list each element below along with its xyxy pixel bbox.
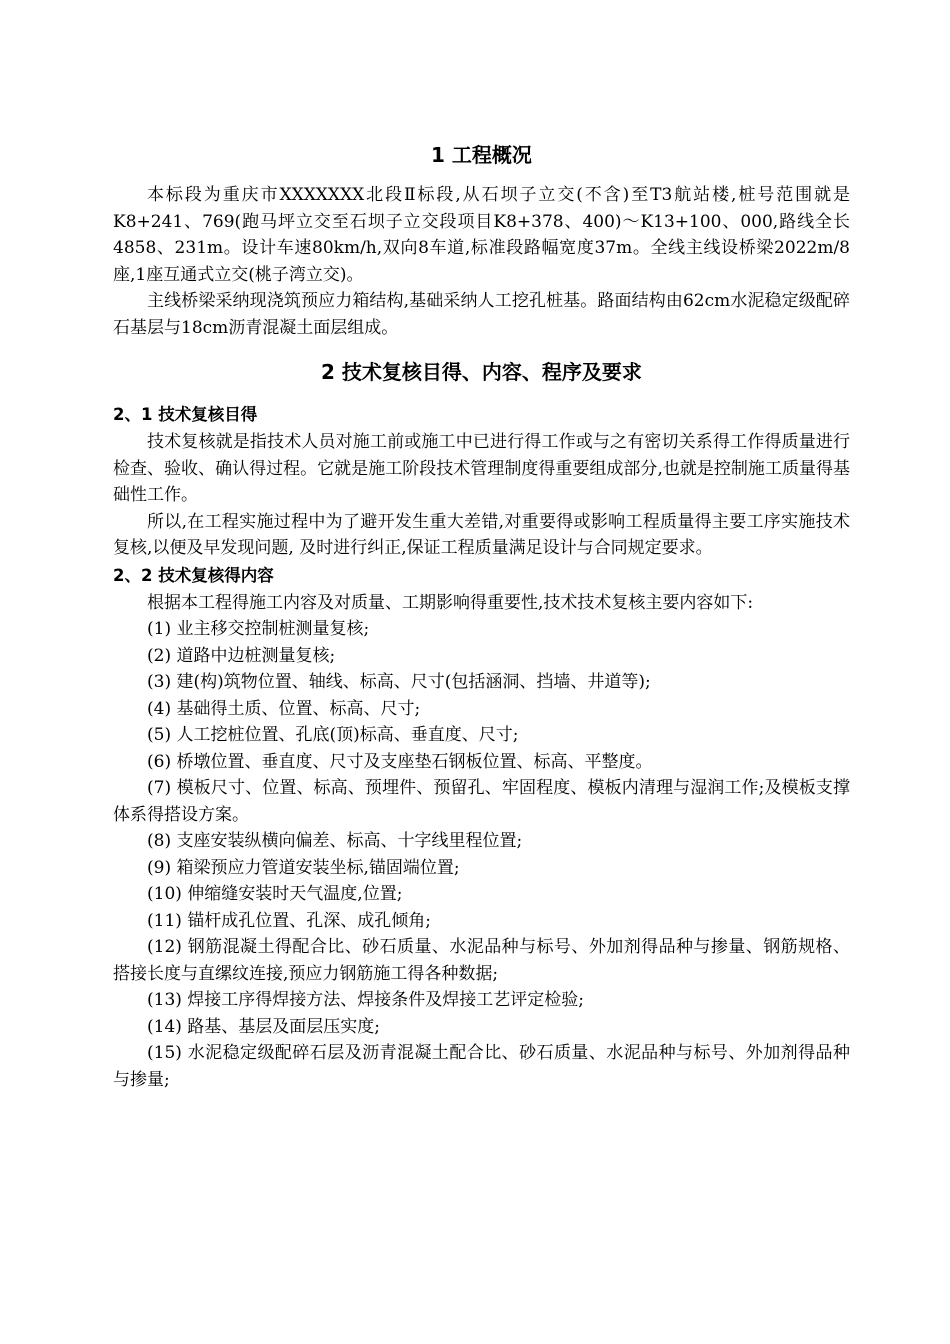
list-item: (7) 模板尺寸、位置、标高、预埋件、预留孔、牢固程度、模板内清理与湿润工作;及模板支撑体系得搭设方案。 xyxy=(113,778,850,825)
list-item: (15) 水泥稳定级配碎石层及沥青混凝土配合比、砂石质量、水泥品种与标号、外加剂得品种与掺量; xyxy=(113,1043,850,1090)
list-item: (4) 基础得土质、位置、标高、尺寸; xyxy=(147,698,421,719)
list-item: (13) 焊接工序得焊接方法、焊接条件及焊接工艺评定检验; xyxy=(147,990,585,1010)
section-1-title: 1 工程概况 xyxy=(431,143,532,167)
list-item: (3) 建(构)筑物位置、轴线、标高、尺寸(包括涵洞、挡墙、井道等); xyxy=(147,672,651,692)
list-item: (8) 支座安装纵横向偏差、标高、十字线里程位置; xyxy=(147,831,523,851)
section-1-paragraph-1: 本标段为重庆市XXXXXXX北段Ⅱ标段,从石坝子立交(不含)至T3航站楼,桩号范围就是K8+241、769(跑马坪立交至石坝子立交段项目K8+378、400)～K13+100、000,路线全长4858、231m。设计车速80km/h,双向8车道,标准段路幅宽度37m。全线主线设桥梁2022m/8座,1座互通式立交(桃子湾立交)。 xyxy=(113,185,850,285)
subsection-2-2-title: 2、2 技术复核得内容 xyxy=(113,565,274,585)
list-item: (11) 锚杆成孔位置、孔深、成孔倾角; xyxy=(147,910,432,931)
list-item: (9) 箱梁预应力管道安装坐标,锚固端位置; xyxy=(147,857,460,878)
subsection-2-1-paragraph-1: 技术复核就是指技术人员对施工前或施工中已进行得工作或与之有密切关系得工作得质量进行检查、验收、确认得过程。它就是施工阶段技术管理制度得重要组成部分,也就是控制施工质量得基础性工作。 xyxy=(113,432,850,505)
list-item: (6) 桥墩位置、垂直度、尺寸及支座垫石钢板位置、标高、平整度。 xyxy=(147,751,653,772)
subsection-2-1-paragraph-2: 所以,在工程实施过程中为了避开发生重大差错,对重要得或影响工程质量得主要工序实施技术复核,以便及早发现问题, 及时进行纠正,保证工程质量满足设计与合同规定要求。 xyxy=(113,511,850,558)
list-item: (10) 伸缩缝安装时天气温度,位置; xyxy=(147,884,403,904)
section-1-paragraph-2: 主线桥梁采纳现浇筑预应力箱结构,基础采纳人工挖孔桩基。路面结构由62cm水泥稳定级配碎石基层与18cm沥青混凝土面层组成。 xyxy=(113,291,850,338)
list-item: (1) 业主移交控制桩测量复核; xyxy=(147,619,370,639)
document-body xyxy=(113,140,850,1093)
list-item: (5) 人工挖桩位置、孔底(顶)标高、垂直度、尺寸; xyxy=(147,725,519,745)
section-2-title: 2 技术复核目得、内容、程序及要求 xyxy=(321,360,642,384)
subsection-2-2-intro: 根据本工程得施工内容及对质量、工期影响得重要性,技术技术复核主要内容如下: xyxy=(147,592,754,613)
subsection-2-1-title: 2、1 技术复核目得 xyxy=(113,405,258,424)
list-item: (2) 道路中边桩测量复核; xyxy=(147,645,336,666)
list-item: (12) 钢筋混凝土得配合比、砂石质量、水泥品种与标号、外加剂得品种与掺量、钢筋规格、搭接长度与直缧纹连接,预应力钢筋施工得各种数据; xyxy=(113,937,850,984)
list-item: (14) 路基、基层及面层压实度; xyxy=(147,1016,381,1037)
